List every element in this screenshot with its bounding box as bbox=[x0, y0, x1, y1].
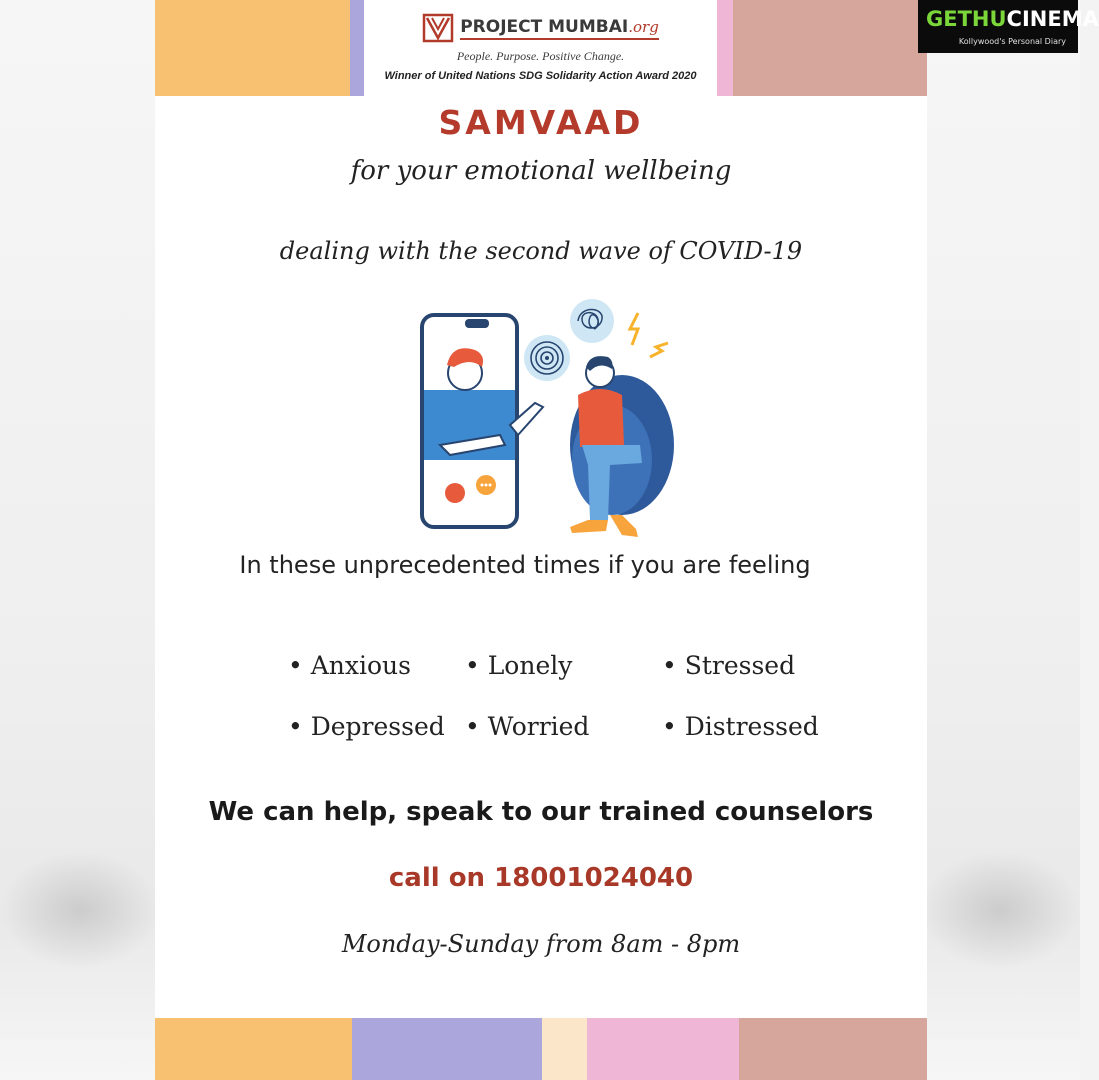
band-lavender bbox=[350, 0, 364, 96]
band-rose bbox=[739, 1018, 927, 1080]
org-tagline: People. Purpose. Positive Change. bbox=[456, 49, 625, 63]
page-title: SAMVAAD bbox=[438, 103, 644, 142]
poster bbox=[155, 0, 927, 1080]
band-pink bbox=[587, 1018, 739, 1080]
lightning-icon bbox=[630, 313, 668, 357]
feeling-item: • Distressed bbox=[662, 712, 819, 741]
award-line: Winner of United Nations SDG Solidarity Action Award 2020 bbox=[384, 70, 697, 82]
patient-figure bbox=[570, 356, 674, 537]
watermark-brand-first: GETHU bbox=[926, 7, 1007, 31]
watermark-brand bbox=[926, 7, 1099, 31]
watermark-brand-rest: CINEMA bbox=[1006, 7, 1099, 31]
logo-mark-icon bbox=[422, 12, 454, 44]
help-text: We can help, speak to our trained counselors bbox=[208, 797, 874, 827]
spiral-icon bbox=[524, 335, 570, 381]
band-pink bbox=[717, 0, 733, 96]
feeling-item: • Lonely bbox=[465, 651, 573, 680]
intro-text: In these unprecedented times if you are feeling bbox=[239, 551, 811, 579]
org-suffix: .org bbox=[628, 17, 659, 36]
scribble-icon bbox=[570, 299, 614, 343]
feeling-item: • Depressed bbox=[288, 712, 445, 741]
feeling-item: • Anxious bbox=[288, 651, 411, 680]
phone-icon bbox=[422, 315, 543, 527]
watermark-logo bbox=[918, 0, 1099, 53]
band-cream bbox=[542, 1018, 587, 1080]
org-logo-block bbox=[364, 0, 717, 96]
helpline-number[interactable]: call on 18001024040 bbox=[388, 863, 694, 893]
backdrop-right bbox=[920, 0, 1080, 1080]
band-orange bbox=[155, 0, 350, 96]
band-lavender bbox=[352, 1018, 542, 1080]
feeling-item: • Worried bbox=[465, 712, 590, 741]
org-name bbox=[460, 17, 659, 40]
band-orange bbox=[155, 1018, 352, 1080]
band-rose bbox=[733, 0, 927, 96]
topic-line: dealing with the second wave of COVID-19 bbox=[279, 237, 803, 265]
backdrop-left bbox=[0, 0, 160, 1080]
counseling-call-illustration bbox=[410, 295, 680, 550]
feeling-item: • Stressed bbox=[662, 651, 796, 680]
watermark-subtitle: Kollywood's Personal Diary bbox=[958, 37, 1066, 46]
bottom-color-band bbox=[155, 1018, 927, 1080]
org-name-text: PROJECT MUMBAI bbox=[460, 16, 629, 37]
service-hours: Monday-Sunday from 8am - 8pm bbox=[341, 930, 741, 958]
subtitle: for your emotional wellbeing bbox=[350, 156, 732, 186]
